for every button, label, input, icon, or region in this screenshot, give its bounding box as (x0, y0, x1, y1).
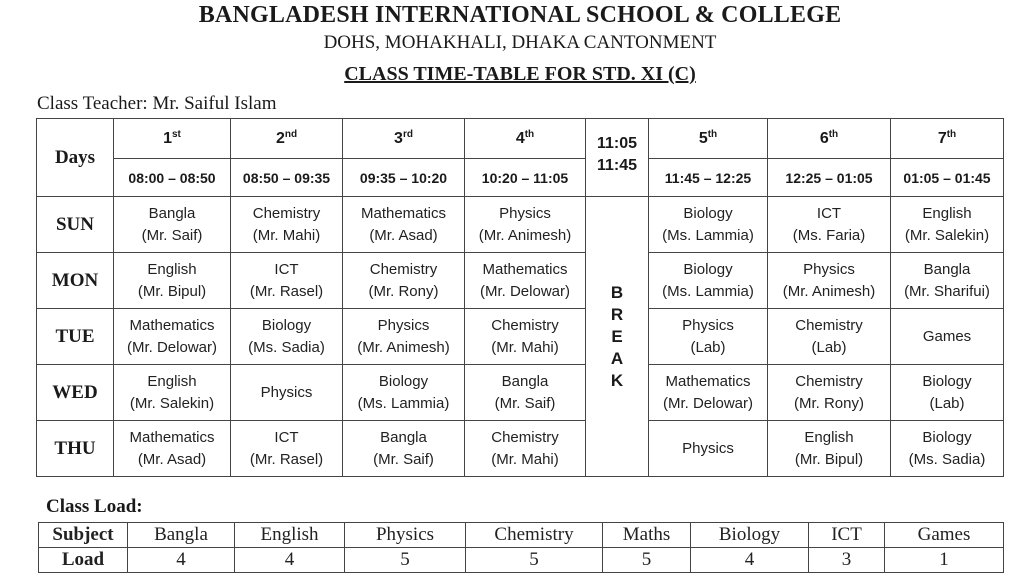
load-subject: ICT (809, 523, 885, 548)
teacher-name: (Mr. Rony) (793, 394, 864, 412)
class-cell (649, 197, 768, 253)
class-cell (891, 309, 1004, 365)
teacher-name: (Mr. Animesh) (478, 226, 572, 244)
class-cell (343, 253, 465, 309)
break-end: 11:45 (596, 157, 638, 174)
teacher-name: (Mr. Delowar) (662, 394, 753, 412)
class-cell (114, 197, 231, 253)
teacher-name: (Mr. Asad) (137, 450, 207, 468)
subject-name: English (147, 372, 197, 390)
class-load-label: Class Load: (46, 496, 143, 517)
day-row (37, 253, 1004, 309)
load-subject: English (235, 523, 345, 548)
class-cell (649, 365, 768, 421)
period-number: 4 (515, 130, 525, 147)
class-load-subject-row (39, 523, 1004, 548)
class-cell (465, 253, 586, 309)
period-header (343, 119, 465, 159)
teacher-name: (Mr. Mahi) (252, 226, 321, 244)
class-cell (114, 365, 231, 421)
subject-name: Physics (682, 439, 734, 457)
teacher-name: (Mr. Sharifui) (904, 282, 990, 300)
class-cell (231, 197, 343, 253)
class-cell (891, 421, 1004, 477)
teacher-name: (Mr. Bipul) (137, 282, 207, 300)
subject-name: Mathematics (665, 372, 751, 390)
subject-name: English (147, 260, 197, 278)
teacher-name: (Ms. Faria) (792, 226, 866, 244)
teacher-name: (Mr. Saif) (373, 450, 434, 468)
teacher-name: (Mr. Delowar) (126, 338, 217, 356)
period-suffix: th (946, 129, 957, 140)
teacher-name: (Mr. Mahi) (491, 338, 559, 356)
class-cell (768, 421, 891, 477)
day-row (37, 421, 1004, 477)
subject-name: Mathematics (482, 260, 568, 278)
subject-name: English (922, 204, 972, 222)
class-cell (231, 309, 343, 365)
load-value: 5 (345, 548, 466, 573)
subject-name: ICT (274, 260, 299, 278)
teacher-name: (Mr. Delowar) (479, 282, 570, 300)
class-cell (649, 309, 768, 365)
load-value: 5 (466, 548, 603, 573)
subject-name: English (804, 428, 854, 446)
subject-name: Biology (922, 372, 972, 390)
subject-name: Bangla (380, 428, 427, 446)
period-suffix: nd (284, 129, 298, 140)
day-row (37, 365, 1004, 421)
teacher-name: (Mr. Rasel) (249, 450, 324, 468)
period-number: 3 (394, 130, 403, 147)
teacher-name: (Mr. Salekin) (129, 394, 215, 412)
period-number-row (37, 119, 1004, 159)
subject-name: Chemistry (369, 260, 438, 278)
period-number: 2 (275, 130, 285, 147)
day-row (37, 197, 1004, 253)
teacher-name: (Ms. Sadia) (248, 338, 325, 356)
days-header: Days (37, 119, 114, 197)
teacher-name: (Ms. Lammia) (357, 394, 450, 412)
period-header (114, 119, 231, 159)
load-value: 5 (603, 548, 691, 573)
break-start: 11:05 (596, 135, 638, 152)
load-value: 4 (691, 548, 809, 573)
period-header (465, 119, 586, 159)
teacher-name: (Lab) (811, 338, 847, 356)
class-cell (768, 197, 891, 253)
class-cell (114, 253, 231, 309)
period-header (768, 119, 891, 159)
subject-name: Bangla (501, 372, 549, 390)
teacher-name: (Mr. Mahi) (491, 450, 559, 468)
subject-name: ICT (274, 428, 299, 446)
period-header (231, 119, 343, 159)
timetable-title: CLASS TIME-TABLE FOR STD. XI (C) (344, 63, 696, 85)
class-cell (891, 365, 1004, 421)
class-cell (649, 253, 768, 309)
class-load-load-row (39, 548, 1004, 573)
day-label: WED (37, 365, 114, 421)
class-cell (114, 309, 231, 365)
subject-name: Chemistry (252, 204, 321, 222)
load-value: 1 (885, 548, 1004, 573)
period-number: 7 (937, 130, 947, 147)
teacher-name: (Lab) (929, 394, 965, 412)
class-cell (768, 253, 891, 309)
subject-name: Physics (377, 316, 430, 334)
break-letter: R (610, 304, 624, 324)
subject-name: Games (922, 327, 972, 345)
class-cell (768, 365, 891, 421)
class-teacher: Class Teacher: Mr. Saiful Islam (37, 93, 277, 114)
period-time: 08:50 – 09:35 (231, 159, 343, 197)
subject-name: Chemistry (491, 428, 559, 446)
break-column (586, 197, 649, 477)
period-suffix: th (524, 129, 535, 140)
class-cell (343, 197, 465, 253)
period-number: 6 (819, 130, 829, 147)
subject-name: Physics (682, 316, 734, 334)
load-subject: Chemistry (466, 523, 603, 548)
period-suffix: th (707, 129, 718, 140)
subject-name: Physics (499, 204, 551, 222)
period-time: 08:00 – 08:50 (114, 159, 231, 197)
period-header (649, 119, 768, 159)
class-cell (465, 197, 586, 253)
class-cell (231, 421, 343, 477)
subject-name: Biology (378, 372, 429, 390)
school-address: DOHS, MOHAKHALI, DHAKA CANTONMENT (323, 32, 717, 53)
teacher-name: (Ms. Lammia) (662, 226, 754, 244)
load-subject: Games (885, 523, 1004, 548)
subject-name: ICT (816, 204, 842, 222)
subject-name: Biology (922, 428, 972, 446)
class-cell (343, 309, 465, 365)
teacher-name: (Mr. Animesh) (782, 282, 876, 300)
teacher-name: (Ms. Sadia) (908, 450, 986, 468)
break-letter: E (611, 326, 623, 346)
subject-name: Bangla (923, 260, 971, 278)
teacher-name: (Mr. Rony) (368, 282, 439, 300)
subject-name: Chemistry (795, 372, 863, 390)
teacher-name: (Mr. Saif) (494, 394, 556, 412)
subject-name: Biology (683, 204, 733, 222)
subject-name: Physics (803, 260, 855, 278)
day-label: TUE (37, 309, 114, 365)
load-header: Load (39, 548, 128, 573)
break-letter: B (610, 282, 624, 302)
load-subject: Bangla (128, 523, 235, 548)
class-load-table (38, 522, 1004, 573)
teacher-name: (Mr. Asad) (369, 226, 438, 244)
period-time: 11:45 – 12:25 (649, 159, 768, 197)
load-value: 3 (809, 548, 885, 573)
subject-name: Biology (261, 316, 312, 334)
class-cell (465, 365, 586, 421)
period-suffix: th (828, 129, 839, 140)
class-cell (465, 421, 586, 477)
class-cell (649, 421, 768, 477)
class-cell (114, 421, 231, 477)
teacher-name: (Mr. Saif) (141, 226, 203, 244)
period-number: 1 (163, 130, 172, 147)
teacher-name: (Ms. Lammia) (662, 282, 754, 300)
period-number: 5 (698, 130, 708, 147)
class-cell (465, 309, 586, 365)
break-time-header (586, 119, 649, 197)
day-label: MON (37, 253, 114, 309)
load-subject: Maths (603, 523, 691, 548)
class-cell (891, 253, 1004, 309)
class-cell (768, 309, 891, 365)
class-cell (891, 197, 1004, 253)
class-cell (343, 365, 465, 421)
subject-name: Biology (683, 260, 733, 278)
period-suffix: rd (402, 129, 413, 140)
teacher-name: (Mr. Animesh) (357, 338, 450, 356)
load-subject: Physics (345, 523, 466, 548)
class-cell (343, 421, 465, 477)
day-label: SUN (37, 197, 114, 253)
class-cell (231, 253, 343, 309)
period-time: 10:20 – 11:05 (465, 159, 586, 197)
timetable (36, 118, 1004, 477)
break-letter: A (610, 348, 624, 368)
period-time: 01:05 – 01:45 (891, 159, 1004, 197)
teacher-name: (Mr. Bipul) (794, 450, 864, 468)
day-row (37, 309, 1004, 365)
teacher-name: (Mr. Salekin) (904, 226, 990, 244)
subject-name: Physics (260, 383, 313, 401)
period-time: 09:35 – 10:20 (343, 159, 465, 197)
period-suffix: st (172, 129, 181, 140)
day-label: THU (37, 421, 114, 477)
subject-name: Bangla (148, 204, 196, 222)
subject-name: Chemistry (491, 316, 559, 334)
period-time: 12:25 – 01:05 (768, 159, 891, 197)
subject-name: Mathematics (129, 428, 215, 446)
school-name: BANGLADESH INTERNATIONAL SCHOOL & COLLEGE (198, 2, 842, 28)
load-value: 4 (128, 548, 235, 573)
class-cell (231, 365, 343, 421)
load-subject: Biology (691, 523, 809, 548)
period-header (891, 119, 1004, 159)
subject-name: Mathematics (360, 204, 447, 222)
break-letter: K (610, 370, 624, 390)
subject-header: Subject (39, 523, 128, 548)
teacher-name: (Mr. Rasel) (249, 282, 324, 300)
load-value: 4 (235, 548, 345, 573)
subject-name: Mathematics (129, 316, 215, 334)
period-time-row (37, 159, 1004, 197)
teacher-name: (Lab) (690, 338, 726, 356)
subject-name: Chemistry (795, 316, 863, 334)
